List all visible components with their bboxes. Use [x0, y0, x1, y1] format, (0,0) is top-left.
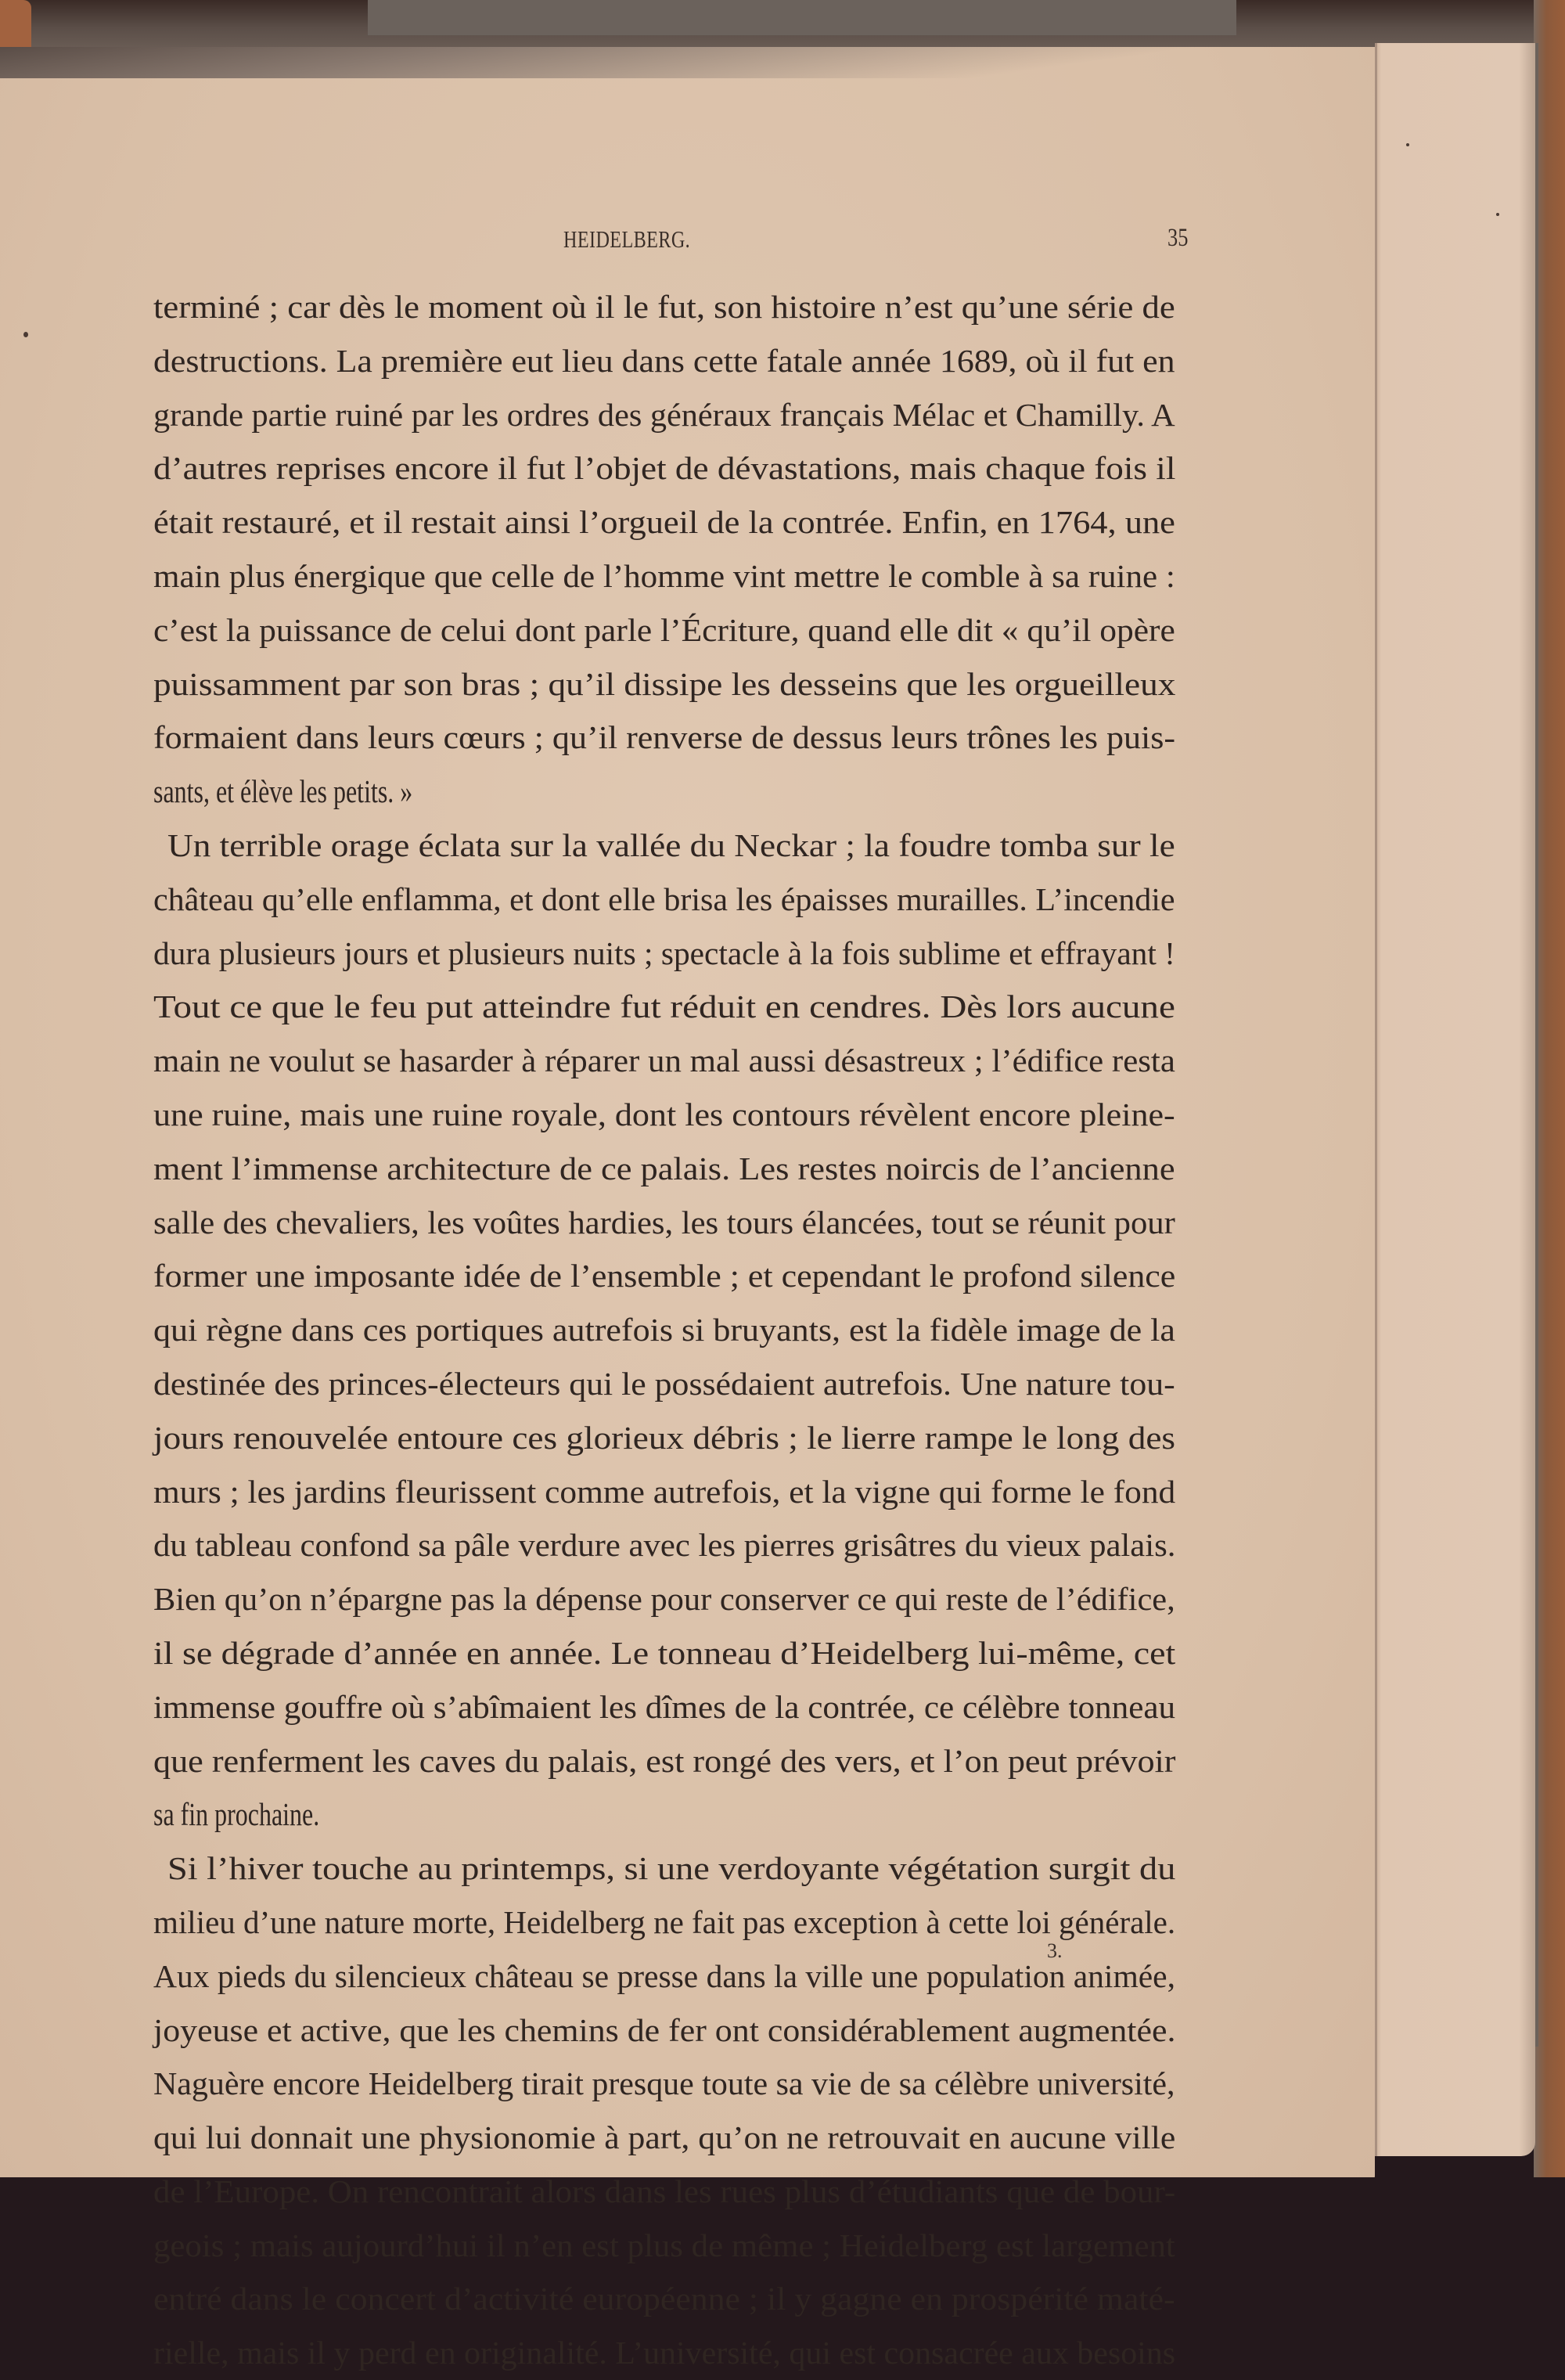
- text-line-content: jours renouvelée entoure ces glorieux débris ; le lierre rampe le long des: [153, 1419, 1175, 1456]
- text-line-content: puissamment par son bras ; qu’il dissipe les desseins que les orgueilleux: [153, 665, 1176, 702]
- text-line: [153, 1249, 1175, 1303]
- text-line-content: qui lui donnait une physionomie à part, qu’on ne retrouvait en aucune ville: [153, 2119, 1176, 2156]
- text-line: [153, 1196, 1175, 1250]
- text-line: [153, 1680, 1175, 1734]
- book-binding-right: [1534, 0, 1565, 2245]
- text-line: [153, 2004, 1175, 2058]
- text-line: [153, 549, 1175, 603]
- text-line: [153, 1842, 1175, 1896]
- text-line: [153, 1896, 1175, 1950]
- text-line-content: joyeuse et active, que les chemins de fer ont considérablement augmentée.: [153, 2011, 1176, 2048]
- text-line: [153, 1088, 1175, 1142]
- text-line: [153, 1572, 1175, 1626]
- text-line: [153, 2111, 1175, 2165]
- text-line-content: Si l’hiver touche au printemps, si une verdoyante végétation surgit du: [167, 1850, 1176, 1887]
- text-line-content: rielle, mais il y perd en originalité. L’université, qui est consacrée aux besoins: [153, 2335, 1176, 2371]
- text-line-content: murs ; les jardins fleurissent comme autrefois, et la vigne qui forme le fond: [153, 1473, 1176, 1510]
- ink-speck: [23, 332, 28, 337]
- text-line: [153, 1411, 1175, 1465]
- text-line: [153, 765, 1175, 819]
- underlying-page-edge: [1375, 43, 1535, 2156]
- text-line: [153, 441, 1175, 495]
- text-line-content: château qu’elle enflamma, et dont elle brisa les épaisses murailles. L’incendie: [153, 880, 1175, 917]
- text-line: [153, 495, 1175, 549]
- text-line: [153, 1357, 1175, 1411]
- text-line-content: que renferment les caves du palais, est rongé des vers, et l’on peut prévoir: [153, 1742, 1176, 1779]
- text-line-content: Aux pieds du silencieux château se presse dans la ville une population animée,: [153, 1957, 1175, 1994]
- text-line: [153, 873, 1175, 927]
- text-line: [153, 1950, 1175, 2004]
- page-top-shadow: [0, 47, 1375, 78]
- text-line: [153, 2219, 1175, 2273]
- text-line-content: milieu d’une nature morte, Heidelberg ne fait pas exception à cette loi générale.: [153, 1903, 1176, 1940]
- text-line-content: ment l’immense architecture de ce palais. Les restes noircis de l’ancienne: [153, 1150, 1175, 1186]
- text-line-content: sa fin prochaine.: [153, 1796, 320, 1833]
- text-line-content: terminé ; car dès le moment où il le fut, son histoire n’est qu’une série de: [153, 289, 1175, 325]
- text-line: [153, 334, 1175, 388]
- text-line-content: entré dans le concert d’activité européenne ; il y gagne en prospérité maté-: [153, 2281, 1175, 2317]
- text-line-content: Un terrible orage éclata sur la vallée du Neckar ; la foudre tomba sur le: [167, 826, 1175, 863]
- page-number: 35: [1167, 224, 1189, 252]
- text-line: [153, 2326, 1175, 2380]
- text-line: [153, 388, 1175, 442]
- binding-spine-band: [368, 0, 1236, 35]
- text-line-content: main plus énergique que celle de l’homme vint mettre le comble à sa ruine :: [153, 557, 1175, 594]
- text-line: [153, 1788, 1175, 1842]
- text-line: [153, 1626, 1175, 1680]
- signature-mark: 3.: [1047, 1939, 1063, 1962]
- text-line-content: Tout ce que le feu put atteindre fut réduit en cendres. Dès lors aucune: [153, 988, 1175, 1025]
- text-line: [153, 2057, 1175, 2111]
- text-line-content: sants, et élève les petits. »: [153, 773, 413, 810]
- text-line: [153, 819, 1175, 873]
- text-line-content: Naguère encore Heidelberg tirait presque toute sa vie de sa célèbre université,: [153, 2065, 1175, 2102]
- text-line: [153, 2165, 1175, 2219]
- running-header: [0, 225, 1375, 257]
- text-line: [153, 927, 1175, 981]
- text-line: [153, 1465, 1175, 1519]
- page-fold-line: [1375, 43, 1377, 2156]
- text-line: [153, 603, 1175, 657]
- text-line: [153, 1142, 1175, 1196]
- text-line: [153, 1303, 1175, 1357]
- text-line: [153, 711, 1175, 765]
- text-line-content: était restauré, et il restait ainsi l’orgueil de la contrée. Enfin, en 1764, une: [153, 504, 1175, 541]
- text-line-content: grande partie ruiné par les ordres des généraux français Mélac et Chamilly. A: [153, 396, 1175, 433]
- text-line: [153, 280, 1175, 334]
- text-line-content: il se dégrade d’année en année. Le tonneau d’Heidelberg lui-même, cet: [153, 1634, 1176, 1671]
- text-line: [153, 1518, 1175, 1572]
- running-head-title: HEIDELBERG.: [563, 225, 691, 253]
- text-line-content: geois ; mais aujourd’hui il n’en est plus de même ; Heidelberg est largement: [153, 2227, 1175, 2263]
- text-line: [153, 1034, 1175, 1088]
- text-line-content: immense gouffre où s’abîmaient les dîmes de la contrée, ce célèbre tonneau: [153, 1688, 1176, 1725]
- text-line: [153, 980, 1175, 1034]
- text-line-content: formaient dans leurs cœurs ; qu’il renverse de dessus leurs trônes les puis-: [153, 719, 1176, 756]
- text-line-content: une ruine, mais une ruine royale, dont les contours révèlent encore pleine-: [153, 1096, 1175, 1132]
- text-line-content: du tableau confond sa pâle verdure avec les pierres grisâtres du vieux palais.: [153, 1527, 1176, 1564]
- text-line-content: dura plusieurs jours et plusieurs nuits ; spectacle à la fois sublime et effrayant !: [153, 934, 1175, 971]
- ink-speck: [1406, 143, 1409, 146]
- text-line-content: destinée des princes-électeurs qui le possédaient autrefois. Une nature tou-: [153, 1365, 1175, 1402]
- text-line-content: salle des chevaliers, les voûtes hardies, les tours élancées, tout se réunit pour: [153, 1204, 1175, 1240]
- text-line-content: main ne voulut se hasarder à réparer un mal aussi désastreux ; l’édifice resta: [153, 1042, 1175, 1079]
- body-text: [153, 280, 1175, 2380]
- text-line-content: former une imposante idée de l’ensemble ; et cependant le profond silence: [153, 1258, 1176, 1294]
- text-line: [153, 2272, 1175, 2326]
- text-line: [153, 657, 1175, 711]
- text-line-content: qui règne dans ces portiques autrefois si bruyants, est la fidèle image de la: [153, 1312, 1175, 1348]
- ink-speck: [1496, 213, 1499, 216]
- text-line-content: d’autres reprises encore il fut l’objet de dévastations, mais chaque fois il: [153, 450, 1176, 487]
- text-line-content: de l’Europe. On rencontrait alors dans les rues plus d’étudiants que de bour-: [153, 2173, 1176, 2209]
- text-line: [153, 1734, 1175, 1788]
- text-line-content: c’est la puissance de celui dont parle l’Écriture, quand elle dit « qu’il opère: [153, 611, 1175, 648]
- text-line-content: Bien qu’on n’épargne pas la dépense pour conserver ce qui reste de l’édifice,: [153, 1581, 1175, 1618]
- text-line-content: destructions. La première eut lieu dans cette fatale année 1689, où il fut en: [153, 342, 1175, 379]
